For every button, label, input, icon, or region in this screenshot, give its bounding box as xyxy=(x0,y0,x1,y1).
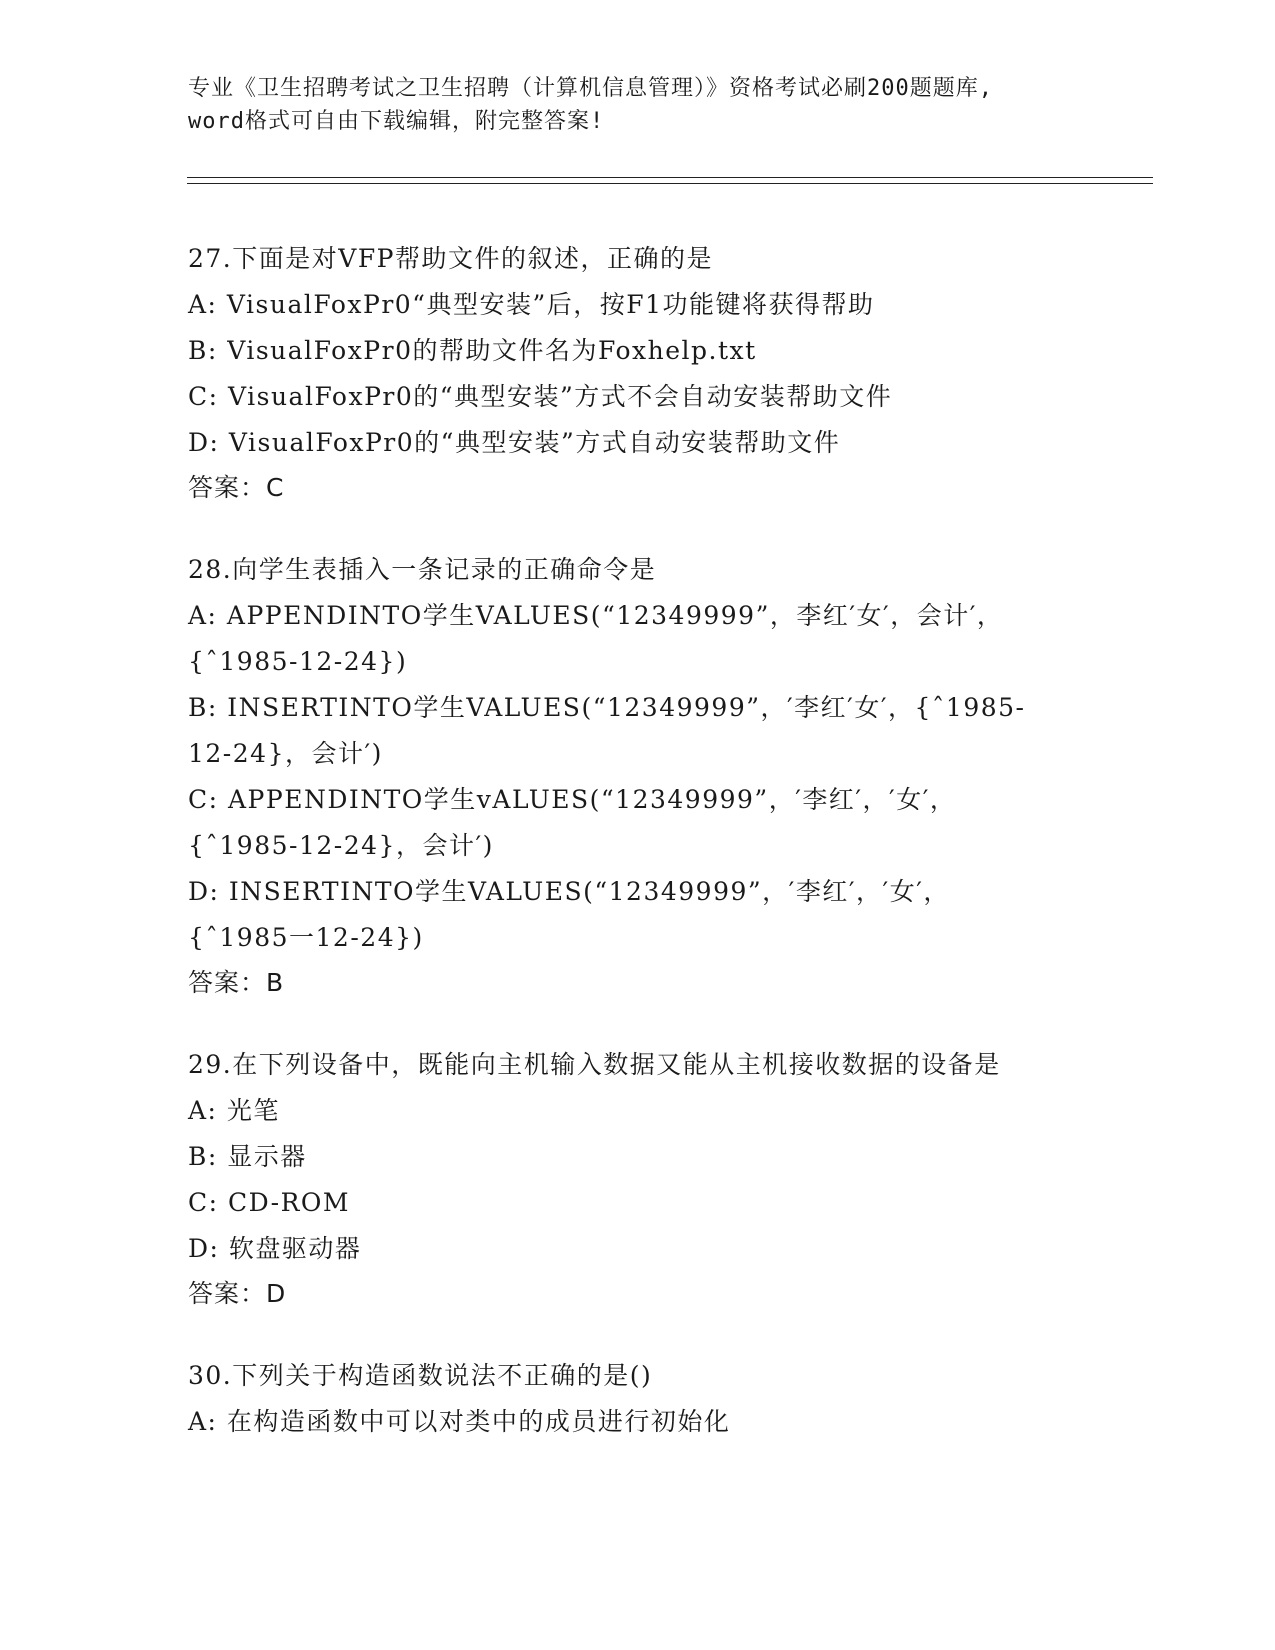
header-divider-top xyxy=(187,177,1153,178)
question-option-line: D: VisualFoxPr0的“典型安装”方式自动安装帮助文件 xyxy=(188,428,841,457)
question-option-line: B: VisualFoxPr0的帮助文件名为Foxhelp.txt xyxy=(188,336,757,365)
document-header xyxy=(188,72,1088,138)
question-option-line: B: INSERTINTO学生VALUES(“12349999”，′李红′女′，{ˆ1985- xyxy=(188,693,1026,722)
question-block xyxy=(188,547,1088,1005)
question-stem: 29.在下列设备中，既能向主机输入数据又能从主机接收数据的设备是 xyxy=(188,1050,1001,1079)
answer-key: 答案：C xyxy=(188,473,285,502)
question-block xyxy=(188,1042,1088,1316)
question-block xyxy=(188,236,1088,510)
header-divider-bottom xyxy=(187,183,1153,184)
question-option-line: {ˆ1985一12-24}) xyxy=(188,923,424,952)
question-option-line: D: INSERTINTO学生VALUES(“12349999”，′李红′，′女′， xyxy=(188,877,950,906)
question-option-line: C: APPENDINTO学生vALUES(“12349999”，′李红′，′女′， xyxy=(188,785,957,814)
question-option-line: A: 在构造函数中可以对类中的成员进行初始化 xyxy=(188,1407,731,1436)
question-option-line: C: VisualFoxPr0的“典型安装”方式不会自动安装帮助文件 xyxy=(188,382,893,411)
question-option-line: A: 光笔 xyxy=(188,1096,280,1125)
header-line-1: 专业《卫生招聘考试之卫生招聘（计算机信息管理）》资格考试必刷200题题库, xyxy=(188,76,993,101)
question-list xyxy=(188,236,1088,1482)
question-stem: 30.下列关于构造函数说法不正确的是() xyxy=(188,1361,653,1390)
question-stem: 28.向学生表插入一条记录的正确命令是 xyxy=(188,555,657,584)
answer-key: 答案：D xyxy=(188,1279,287,1308)
question-option-line: C: CD-ROM xyxy=(188,1188,350,1217)
question-option-line: D: 软盘驱动器 xyxy=(188,1234,362,1263)
answer-key: 答案：B xyxy=(188,968,285,997)
question-block xyxy=(188,1353,1088,1445)
question-option-line: 12-24}，会计′) xyxy=(188,739,383,768)
header-line-2: word格式可自由下载编辑，附完整答案! xyxy=(188,109,605,134)
question-option-line: A: APPENDINTO学生VALUES(“12349999”，李红′女′，会计′， xyxy=(188,601,1004,630)
question-option-line: A: VisualFoxPr0“典型安装”后，按F1功能键将获得帮助 xyxy=(188,290,875,319)
question-option-line: B: 显示器 xyxy=(188,1142,307,1171)
question-option-line: {ˆ1985-12-24}，会计′) xyxy=(188,831,494,860)
question-stem: 27.下面是对VFP帮助文件的叙述，正确的是 xyxy=(188,244,713,273)
question-option-line: {ˆ1985-12-24}) xyxy=(188,647,408,676)
